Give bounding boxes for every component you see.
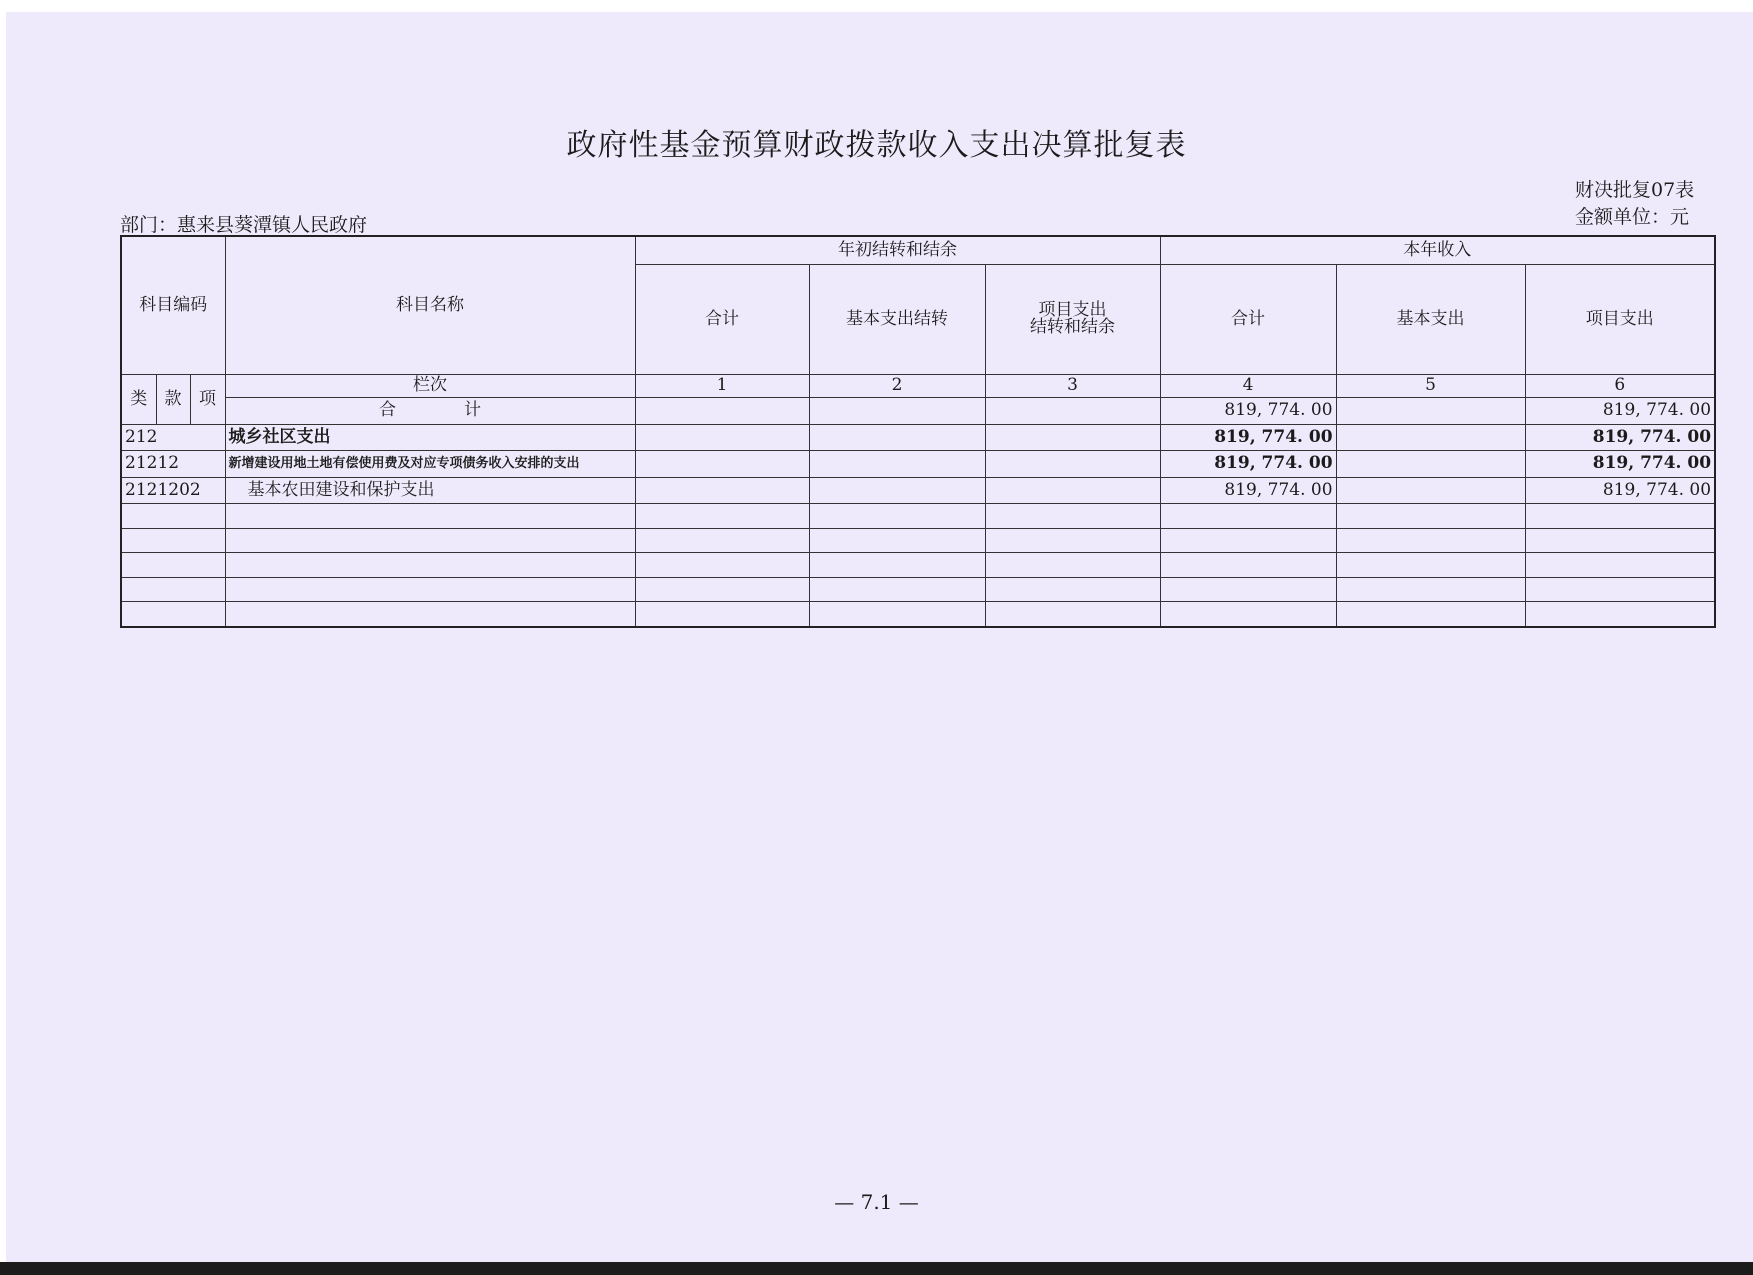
empty-row [121,602,1715,628]
header-group-carryover: 年初结转和结余 [635,236,1160,265]
row-c6: 819, 774. 00 [1525,424,1715,451]
row-c2 [809,477,985,504]
header-project-carry-line2: 结转和结余 [1030,317,1116,338]
row-c2 [809,424,985,451]
header-total-carry: 合计 [635,265,809,374]
empty-row [121,553,1715,577]
row-code: 2121202 [121,477,225,504]
header-project-carry-line1: 项目支出 [1038,300,1107,321]
header-basic-carry: 基本支出结转 [809,265,985,374]
row-name: 城乡社区支出 [225,424,635,451]
header-project-carry [985,265,1160,374]
budget-table [120,235,1716,628]
header-lei: 类 [121,374,156,424]
page-number: — 7.1 — [834,1190,919,1214]
header-group-income: 本年收入 [1160,236,1715,265]
row-c6: 819, 774. 00 [1525,477,1715,504]
row-code: 212 [121,424,225,451]
column-index-row [121,374,1715,397]
row-c3 [985,424,1160,451]
row-c3 [985,477,1160,504]
row-c4: 819, 774. 00 [1160,451,1336,478]
total-c6: 819, 774. 00 [1525,398,1715,425]
total-label: 合 计 [225,398,635,425]
row-name: 基本农田建设和保护支出 [225,477,635,504]
row-name: 新增建设用地土地有偿使用费及对应专项债务收入安排的支出 [225,451,635,478]
column-index-label: 栏次 [225,374,635,397]
table-row [121,451,1715,478]
scanned-page [6,12,1753,1262]
total-row [121,398,1715,425]
header-basic-exp: 基本支出 [1336,265,1525,374]
col-num-6: 6 [1525,374,1715,397]
scan-border [0,1262,1753,1275]
header-kuan: 款 [156,374,190,424]
row-code: 21212 [121,451,225,478]
row-c1 [635,477,809,504]
amount-unit: 金额单位：元 [1575,206,1690,228]
header-project-exp: 项目支出 [1525,265,1715,374]
header-subject-name: 科目名称 [225,236,635,374]
row-c1 [635,424,809,451]
row-c4: 819, 774. 00 [1160,424,1336,451]
row-c3 [985,451,1160,478]
header-row-1 [121,236,1715,265]
total-c5 [1336,398,1525,425]
total-c2 [809,398,985,425]
table-row [121,424,1715,451]
empty-row [121,504,1715,528]
empty-row [121,528,1715,552]
row-c4: 819, 774. 00 [1160,477,1336,504]
total-c4: 819, 774. 00 [1160,398,1336,425]
row-c5 [1336,477,1525,504]
row-c2 [809,451,985,478]
row-c1 [635,451,809,478]
page-title: 政府性基金预算财政拨款收入支出决算批复表 [566,128,1187,163]
col-num-3: 3 [985,374,1160,397]
header-xiang: 项 [190,374,225,424]
total-c3 [985,398,1160,425]
row-c5 [1336,424,1525,451]
row-c5 [1336,451,1525,478]
col-num-2: 2 [809,374,985,397]
total-c1 [635,398,809,425]
row-c6: 819, 774. 00 [1525,451,1715,478]
department-label: 部门：惠来县葵潭镇人民政府 [120,214,368,236]
header-total-income: 合计 [1160,265,1336,374]
col-num-1: 1 [635,374,809,397]
col-num-5: 5 [1336,374,1525,397]
form-code: 财决批复07表 [1575,179,1695,201]
empty-row [121,577,1715,601]
table-row [121,477,1715,504]
header-subject-code: 科目编码 [121,236,225,374]
col-num-4: 4 [1160,374,1336,397]
